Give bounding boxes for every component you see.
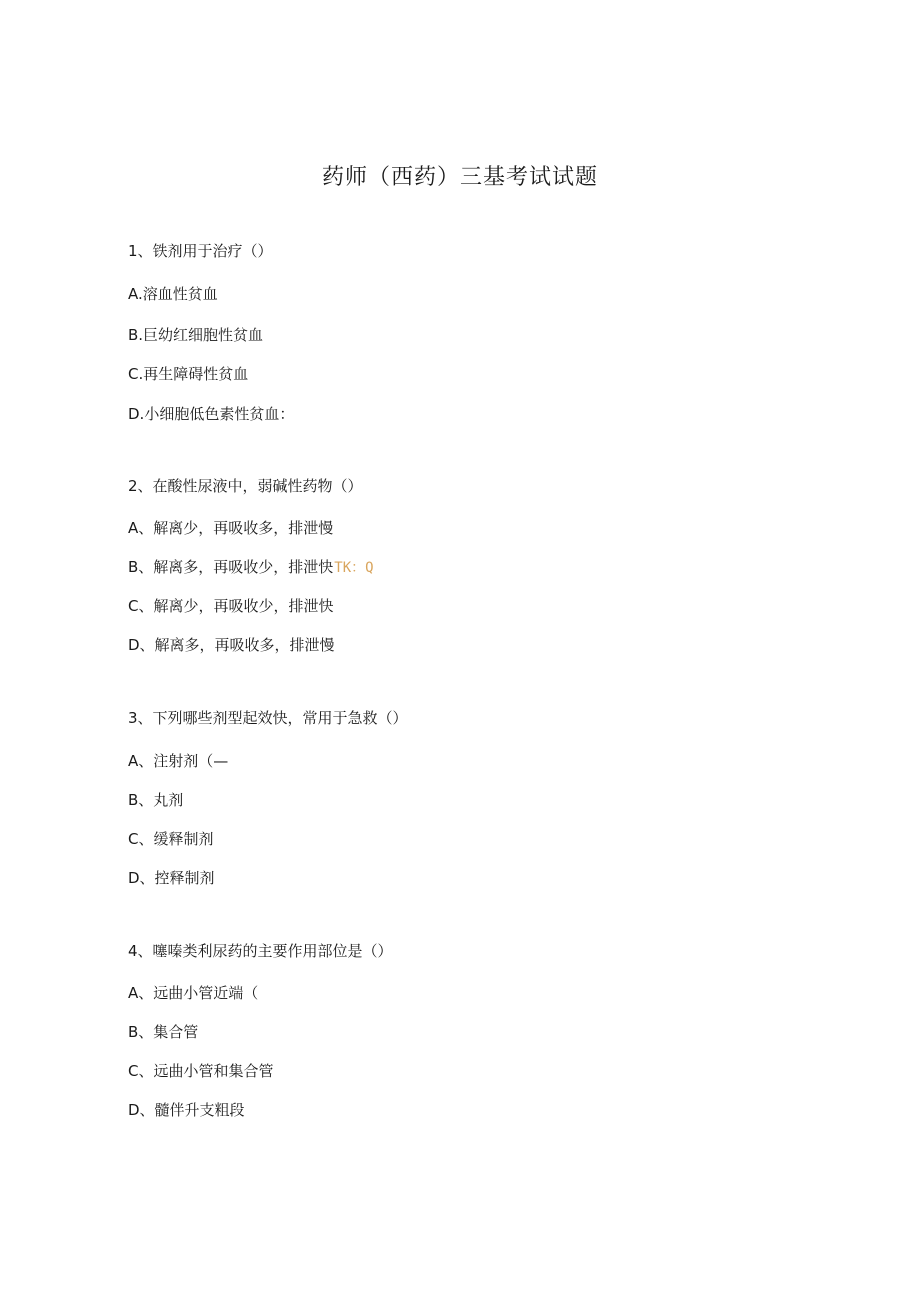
question-2-option-d: D、解离多，再吸收多，排泄慢: [128, 636, 335, 654]
question-2-stem: 2、在酸性尿液中，弱碱性药物（）: [128, 477, 363, 495]
question-2-option-b: B、解离多，再吸收少，排泄快: [128, 558, 334, 576]
question-1-option-b: B.巨幼红细胞性贫血: [128, 326, 264, 344]
question-3-stem: 3、下列哪些剂型起效快，常用于急救（）: [128, 709, 408, 727]
page-title: 药师（西药）三基考试试题: [321, 165, 598, 190]
question-4-stem: 4、噻嗪类利尿药的主要作用部位是（）: [128, 942, 393, 960]
question-3-option-d: D、控释制剂: [128, 869, 215, 887]
question-2-option-b-row: [128, 556, 374, 579]
question-3-option-a: A、注射剂（—: [128, 752, 229, 770]
question-1-option-a: A.溶血性贫血: [128, 285, 218, 303]
question-1-option-c: C.再生障碍性贫血: [128, 365, 249, 383]
question-4-option-a: A、远曲小管近端（: [128, 984, 259, 1002]
answer-mark: TK：Q: [334, 560, 374, 576]
question-3-option-b: B、丸剂: [128, 791, 184, 809]
question-2-option-a: A、解离少，再吸收多，排泄慢: [128, 519, 334, 537]
question-1-option-d: D.小细胞低色素性贫血：: [128, 405, 295, 423]
question-3-option-c: C、缓释制剂: [128, 830, 214, 848]
question-4-option-c: C、远曲小管和集合管: [128, 1062, 274, 1080]
question-4-option-d: D、髓伴升支粗段: [128, 1101, 245, 1119]
question-1-stem: 1、铁剂用于治疗（）: [128, 242, 273, 260]
question-2-option-c: C、解离少，再吸收少，排泄快: [128, 597, 334, 615]
question-4-option-b: B、集合管: [128, 1023, 199, 1041]
